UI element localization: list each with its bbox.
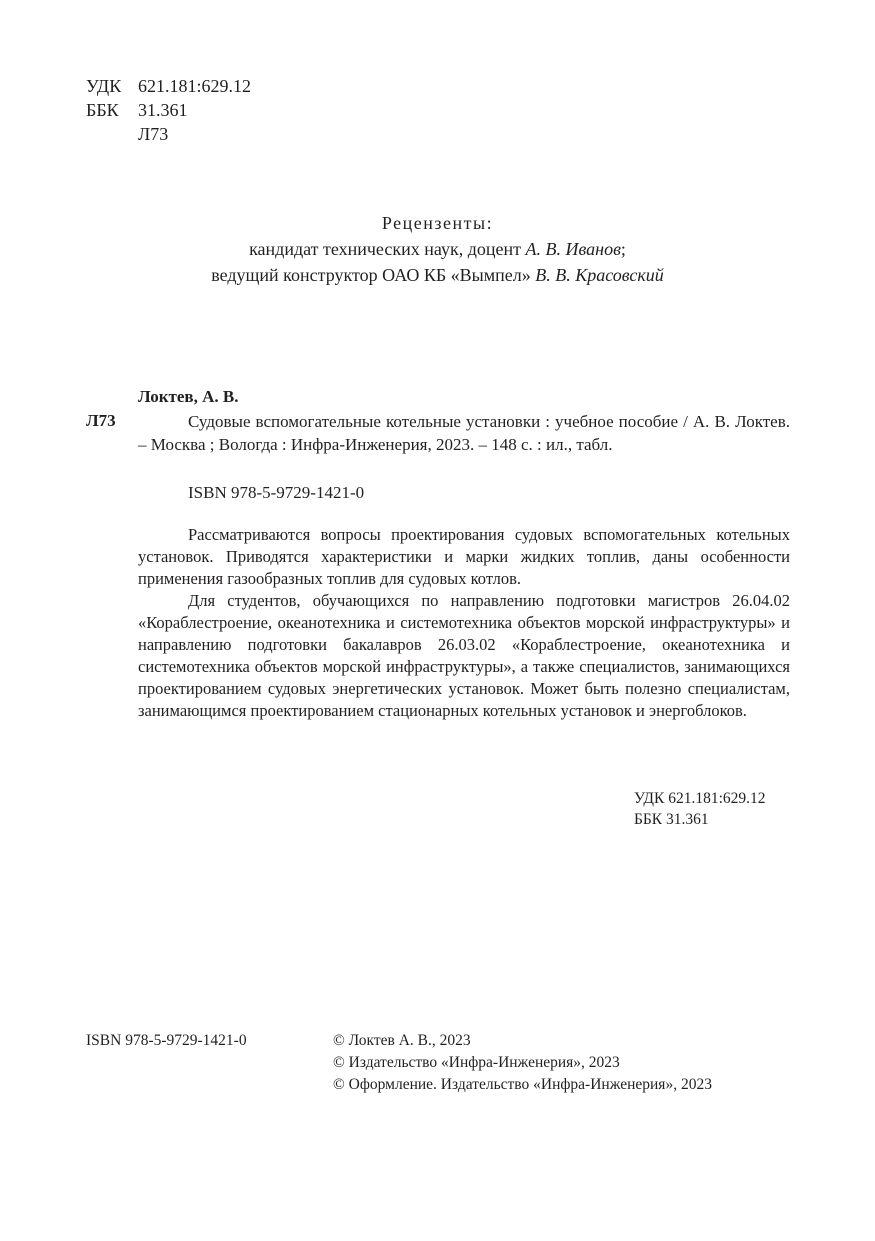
udk-right: УДК 621.181:629.12	[634, 790, 766, 807]
annotation	[138, 524, 790, 722]
footer-isbn: ISBN 978-5-9729-1421-0	[86, 1032, 247, 1049]
annotation-paragraph-1: Рассматриваются вопросы проектирования судовых вспомогательных котельных установок. Приводятся характеристики и марки жидких топлив, даны особенности применения газообразных топлив для судовых котлов.	[138, 525, 790, 588]
copyright-publisher: © Издательство «Инфра-Инженерия», 2023	[333, 1054, 620, 1071]
copyright-design: © Оформление. Издательство «Инфра-Инженерия», 2023	[333, 1076, 712, 1093]
classification-right	[634, 788, 766, 830]
reviewer-1	[0, 236, 875, 262]
reviewer-2-name: В. В. Красовский	[535, 265, 664, 285]
reviewer-2	[0, 262, 875, 288]
bbk-line	[86, 99, 188, 121]
copyright-author: © Локтев А. В., 2023	[333, 1032, 471, 1049]
reviewer-2-title: ведущий конструктор ОАО КБ «Вымпел»	[211, 265, 531, 285]
copyright-block	[333, 1030, 712, 1096]
reviewers-block	[0, 210, 875, 288]
reviewer-1-suffix: ;	[620, 239, 626, 259]
reviewers-heading: Рецензенты:	[381, 213, 494, 233]
annotation-paragraph-2: Для студентов, обучающихся по направлению подготовки магистров 26.04.02 «Кораблестроение, океанотехника и системотехника объектов морской инфраструктуры» и направлению подготовки бакалавров 26.03.02 «Кораблестроение, океанотехника и системотехника объектов морской инфраструктуры», а также специалистов, занимающихся проектированием судовых энергетических установок. Может быть полезно специалистам, занимающимся проектированием стационарных котельных установок и энергоблоков.	[138, 591, 790, 720]
bbk-right: ББК 31.361	[634, 811, 709, 828]
reviewer-1-title: кандидат технических наук, доцент	[249, 239, 521, 259]
udk-line	[86, 75, 251, 97]
bbk-value: 31.361	[138, 100, 188, 120]
reviewer-1-name: А. В. Иванов	[525, 239, 621, 259]
record-description: Судовые вспомогательные котельные установки : учебное пособие / А. В. Локтев. – Москва ; Вологда : Инфра-Инженерия, 2023. – 148 с. : ил., табл.	[138, 412, 790, 454]
record-isbn: ISBN 978-5-9729-1421-0	[188, 483, 365, 502]
author-mark: Л73	[138, 124, 169, 144]
udk-label: УДК	[86, 76, 122, 96]
record-code: Л73	[86, 411, 116, 430]
record-author: Локтев, А. В.	[138, 387, 239, 406]
bbk-label: ББК	[86, 100, 119, 120]
udk-value: 621.181:629.12	[138, 76, 252, 96]
